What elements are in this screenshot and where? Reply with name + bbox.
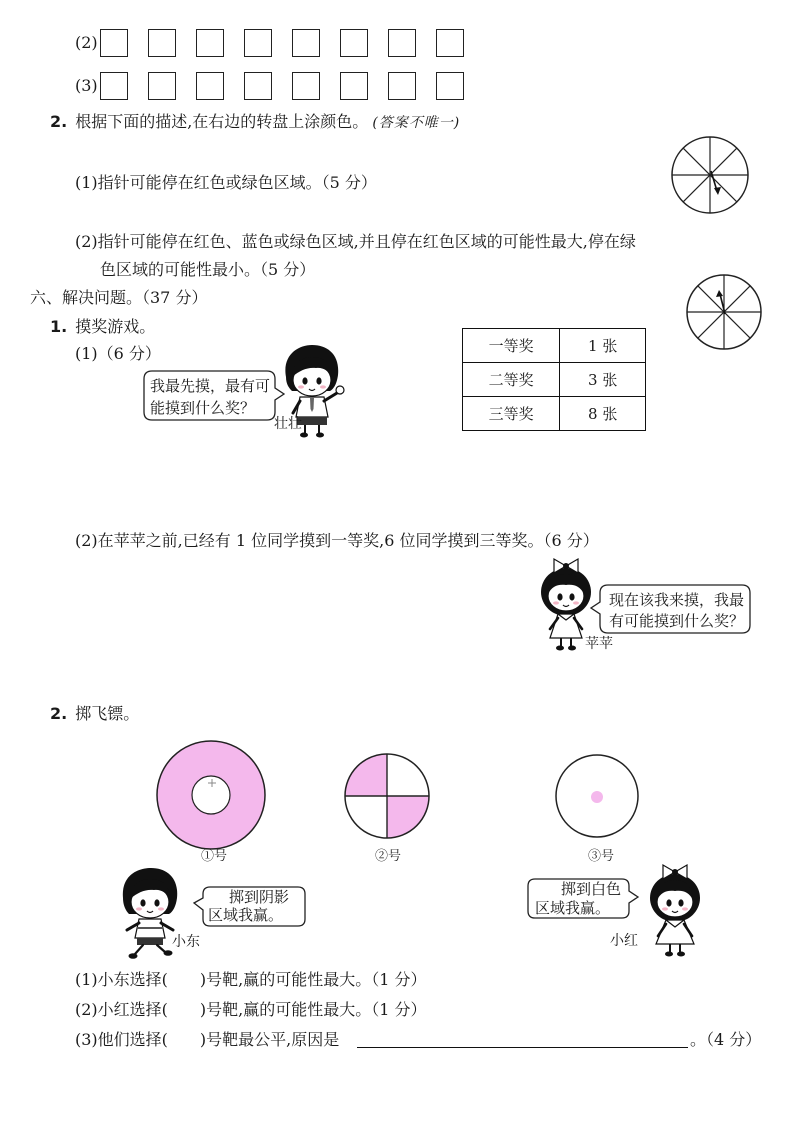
boy-hand [336,386,344,394]
question-text: 摸奖游戏。 [75,317,156,336]
boy-front-shoe [164,950,173,956]
answer-box-row-2 [100,29,464,57]
answer-box [340,29,368,57]
darts-question-title [50,705,139,723]
question-text: 根据下面的描述,在右边的转盘上涂颜色。 [75,112,369,131]
coloring-item-2-line-1: (2)指针可能停在红色、蓝色或绿色区域,并且停在红色区域的可能性最大,停在绿 [75,232,636,251]
girl-left-eye [666,899,671,906]
answer-box [244,72,272,100]
boy-back-leg [135,945,143,954]
lottery-item-2: (2)在苹苹之前,已经有 1 位同学摸到一等奖,6 位同学摸到三等奖。（6 分） [75,531,599,550]
girl-right-cheek [573,601,579,604]
prize-row [463,363,646,397]
answer-box [100,72,128,100]
answer-box [148,29,176,57]
prize-table [462,328,646,431]
girl-right-eye [569,593,574,600]
darts-item-2: (2)小红选择( )号靶,赢的可能性最大。（1 分） [75,1000,427,1019]
boy-right-eye [154,899,159,906]
boy-raised-arm [324,393,337,401]
boy-right-shoe [316,433,324,438]
coloring-item-1: (1)指针可能停在红色或绿色区域。（5 分） [75,173,377,192]
character-name-xiaodong: 小东 [172,934,200,950]
girl-right-cheek [682,907,688,910]
bubble-text-line-1: 掷到白色 [561,880,622,898]
answer-box-row-3 [100,72,464,100]
prize-row [463,397,646,431]
prize-count-cell: 3 张 [560,363,646,397]
boy-right-cheek [158,907,164,910]
answer-box [196,72,224,100]
darts-item-1: (1)小东选择( )号靶,赢的可能性最大。（1 分） [75,970,427,989]
bubble-text-line-1: 我最先摸，最有可 [150,377,271,395]
boy-left-cheek [298,385,304,388]
girl-left-cheek [553,601,559,604]
boy-left-eye [302,377,307,384]
question-note: (答案不唯一) [372,115,461,131]
girl-right-shoe [568,646,576,651]
dartboard-shaded-dot [591,791,603,803]
dartboard-label-2: ②号 [375,849,402,864]
coloring-item-2-line-2: 色区域的可能性最小。（5 分） [100,260,316,279]
girl-right-eye [678,899,683,906]
answer-box [196,29,224,57]
prize-row [463,329,646,363]
girl-xiaohong-illustration [642,862,708,958]
answer-box [436,72,464,100]
boy-left-shoe [300,433,308,438]
bubble-text-line-1: 现在该我来摸，我最 [609,591,745,609]
prize-name-cell: 三等奖 [463,397,560,431]
dartboard-white-center [192,776,230,814]
dartboard-label-1: ①号 [201,849,228,864]
boy-left-eye [140,899,145,906]
character-name-pingping: 苹苹 [585,636,613,652]
girl-left-eye [557,593,562,600]
prize-count-cell: 1 张 [560,329,646,363]
girl-left-shoe [665,952,673,957]
question-number: 2. [50,704,68,723]
girl-left-shoe [556,646,564,651]
answer-box [292,72,320,100]
girl-dress [550,614,582,638]
character-name-zhuangzhuang: 壮壮 [274,416,302,432]
bubble-text-line-2: 区域我赢。 [208,906,284,924]
prize-name-cell: 一等奖 [463,329,560,363]
answer-box [148,72,176,100]
question-number: 1. [50,317,68,336]
answer-box [436,29,464,57]
section-6-title: 六、解决问题。（37 分） [30,288,208,307]
answer-box [292,29,320,57]
boy-right-cheek [320,385,326,388]
lottery-item-1: (1)（6 分） [75,344,161,363]
darts-item-3-suffix: 。（4 分） [690,1030,762,1049]
question-text: 掷飞镖。 [75,704,140,723]
bubble-text-line-1: 掷到阴影 [229,888,290,906]
bubble-text-line-2: 有可能摸到什么奖？ [609,612,745,630]
boy-back-shoe [129,953,138,959]
boy-front-leg [157,945,165,952]
darts-item-3-prefix: (3)他们选择( )号靶最公平,原因是 [75,1030,340,1049]
answer-box [388,72,416,100]
answer-box [244,29,272,57]
answer-box [340,72,368,100]
dartboard-2 [343,752,431,840]
spinner-2 [686,274,762,350]
girl-bow-knot [563,563,569,569]
lottery-question-title [50,318,155,336]
boy-right-eye [316,377,321,384]
dartboard-label-3: ③号 [588,849,615,864]
box-row-label-3: (3) [75,76,98,95]
spinner-1 [670,135,750,215]
box-row-label-2: (2) [75,33,98,52]
girl-bow-knot [672,869,678,875]
prize-name-cell: 二等奖 [463,363,560,397]
bubble-text-line-2: 能摸到什么奖？ [150,399,256,417]
coloring-question-title [50,113,460,132]
girl-left-cheek [662,907,668,910]
answer-box [100,29,128,57]
boy-shorts [137,938,163,945]
answer-blank-line [357,1047,688,1048]
girl-right-shoe [677,952,685,957]
answer-box [388,29,416,57]
prize-count-cell: 8 张 [560,397,646,431]
dartboard-3 [554,753,640,839]
bubble-text-line-2: 区域我赢。 [535,899,611,917]
character-name-xiaohong: 小红 [610,933,638,949]
boy-left-cheek [136,907,142,910]
question-number: 2. [50,112,68,131]
dartboard-1 [154,738,268,852]
